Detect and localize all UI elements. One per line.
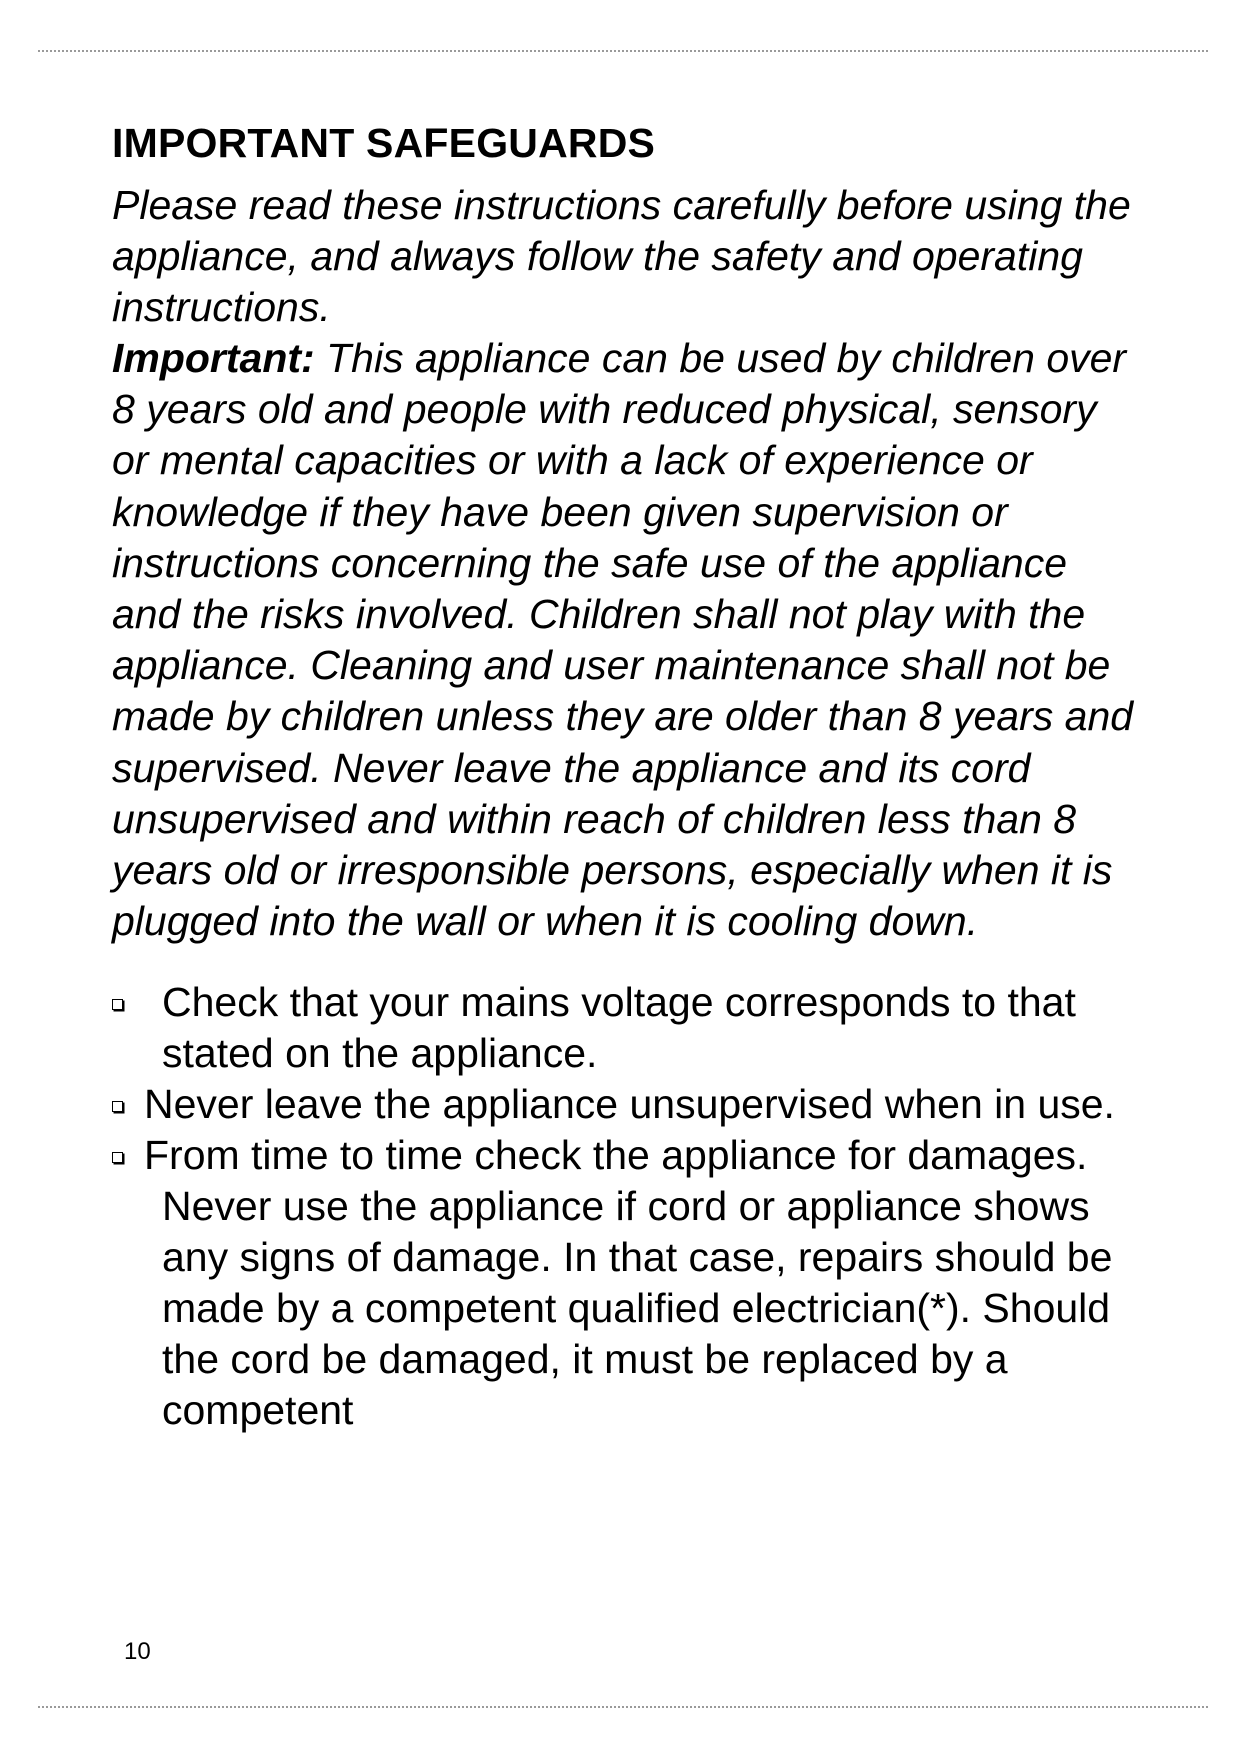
bottom-dotted-divider [38, 1706, 1208, 1708]
list-item [112, 1130, 1142, 1436]
checkbox-icon [112, 1101, 123, 1112]
list-item-text: From time to time check the appliance for damages. Never use the appliance if cord or appliance shows any signs of damage. In that case, repairs should be made by a competent qualified electrician(*). Should the cord be damaged, it must be replaced by a competent [144, 1132, 1113, 1434]
safeguard-list [112, 977, 1142, 1436]
important-paragraph [112, 333, 1142, 947]
list-item [112, 977, 1142, 1079]
page-content [112, 118, 1142, 1436]
checkbox-icon [112, 1152, 123, 1163]
page-number: 10 [124, 1638, 151, 1665]
checkbox-icon [112, 999, 123, 1010]
section-heading: IMPORTANT SAFEGUARDS [112, 120, 656, 166]
list-item-text: Check that your mains voltage corresponds to that stated on the appliance. [162, 979, 1076, 1077]
important-label: Important: [112, 335, 315, 381]
list-item [112, 1079, 1142, 1130]
important-text: This appliance can be used by children over 8 years old and people with reduced physical, sensory or mental capacities or with a lack of experience or knowledge if they have been given supervision or instructions concerning the safe use of the appliance and the risks involved. Children shall not play with the appliance. Cleaning and user maintenance shall not be made by children unless they are older than 8 years and supervised. Never leave the appliance and its cord unsupervised and within reach of children less than 8 years old or irresponsible persons, especially when it is plugged into the wall or when it is cooling down. [112, 335, 1134, 945]
list-item-text: Never leave the appliance unsupervised when in use. [144, 1081, 1115, 1128]
intro-paragraph: Please read these instructions carefully before using the appliance, and always follow the safety and operating instructions. [112, 182, 1131, 330]
top-dotted-divider [38, 50, 1208, 52]
